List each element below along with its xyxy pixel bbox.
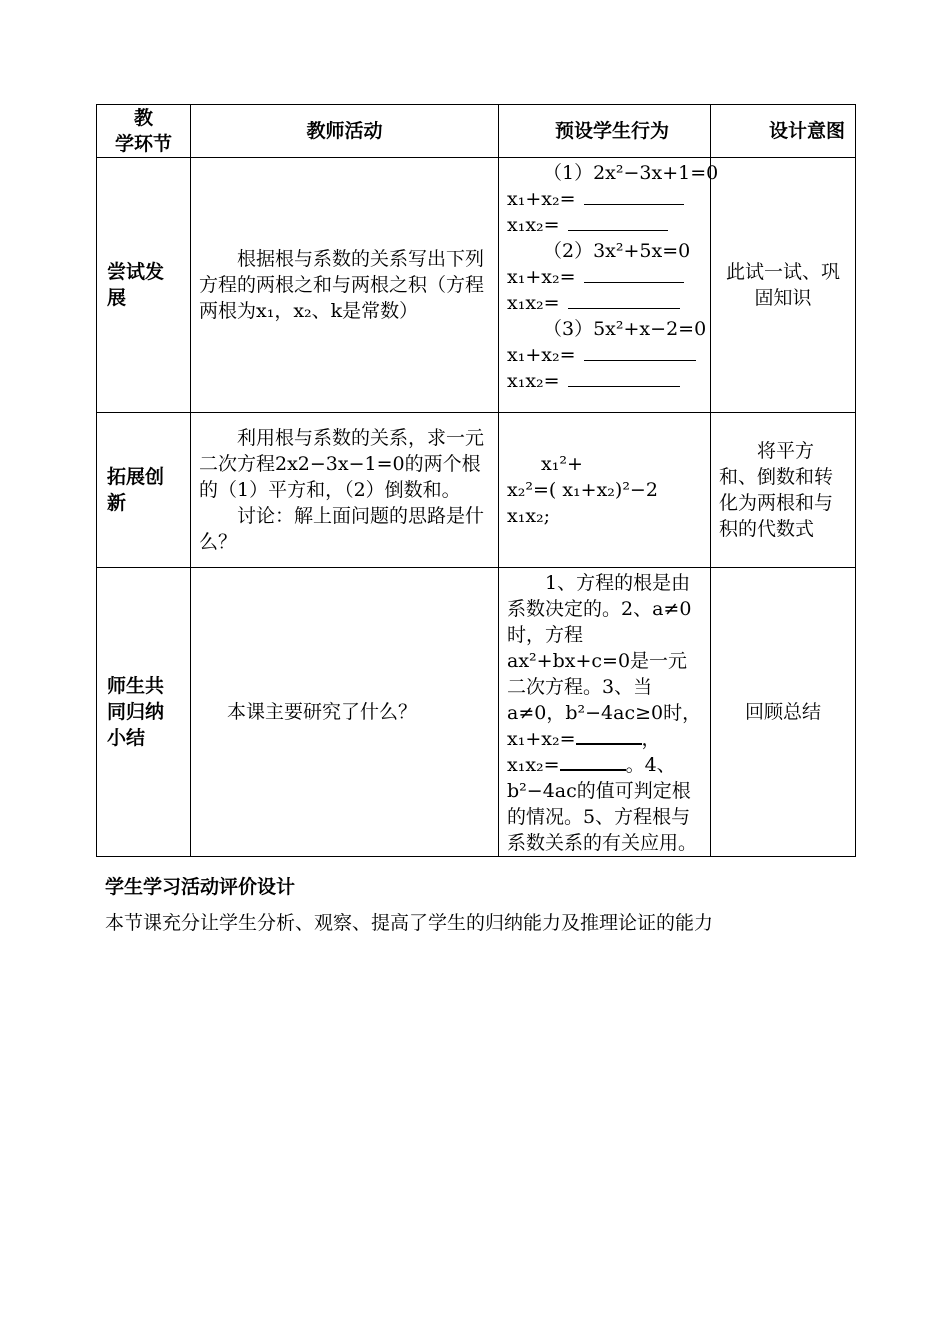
product-line: x₁x₂=: [507, 290, 702, 316]
intent-cell: 将平方和、倒数和转化为两根和与积的代数式: [711, 413, 856, 568]
header-stage-line-2: 学环节: [114, 133, 172, 155]
sum-line: x₁+x₂=: [507, 186, 702, 212]
teacher-discussion: 讨论：解上面问题的思路是什么？: [199, 505, 485, 553]
student-cell: 1、方程的根是由系数决定的。2、a≠0时，方程ax²+bx+c=0是一元二次方程。3、当a≠0，b²−4ac≥0时，x₁+x₂= ，x₁x₂= 。4、b²−4ac的值可判定根的情况。5、方程根与系数关系的有关应用。: [499, 568, 711, 857]
header-intent: 设计意图: [711, 105, 856, 158]
equation-3: （3）5x²+x−2=0: [543, 318, 707, 340]
stage-cell: 师生共同归纳小结: [97, 568, 191, 857]
table-header-row: [97, 105, 856, 158]
student-line-2: x₂²=( x₁+x₂)²−2: [507, 479, 658, 501]
lesson-table: [96, 104, 856, 857]
section-title: 学生学习活动评价设计: [105, 876, 296, 898]
table-row: [97, 158, 856, 413]
equation-1: （1）2x²−3x+1=0: [543, 162, 719, 184]
stage-cell: 拓展创新: [97, 413, 191, 568]
student-line-3: x₁x₂;: [507, 505, 551, 527]
section-body: 本节课充分让学生分析、观察、提高了学生的归纳能力及推理论证的能力: [105, 912, 714, 934]
stage-cell: 尝试发展: [97, 158, 191, 413]
table-row: [97, 568, 856, 857]
header-teacher: 教师活动: [191, 105, 499, 158]
equation-2: （2）3x²+5x=0: [543, 240, 691, 262]
answer-blank: [560, 753, 626, 771]
student-cell: [499, 413, 711, 568]
table-row: [97, 413, 856, 568]
header-student: 预设学生行为: [499, 105, 711, 158]
sum-line: x₁+x₂=: [507, 342, 702, 368]
student-cell: [499, 158, 719, 413]
product-line: x₁x₂=: [507, 212, 702, 238]
header-stage-line-1: 教: [133, 107, 153, 129]
product-line: x₁x₂=: [507, 368, 702, 394]
sum-line: x₁+x₂=: [507, 264, 702, 290]
teacher-cell: [191, 413, 499, 568]
intent-cell: 此试一试、巩固知识: [711, 158, 856, 413]
teacher-cell: 根据根与系数的关系写出下列方程的两根之和与两根之积（方程两根为x₁，x₂、k是常数）: [191, 158, 499, 413]
header-stage: [97, 105, 191, 158]
intent-cell: 回顾总结: [711, 568, 856, 857]
teacher-cell: 本课主要研究了什么？: [191, 568, 499, 857]
student-line-1: x₁²+: [541, 453, 583, 475]
teacher-question: 利用根与系数的关系，求一元二次方程2x2−3x−1=0的两个根的（1）平方和，（2）倒数和。: [199, 427, 485, 501]
answer-blank: [576, 727, 642, 745]
